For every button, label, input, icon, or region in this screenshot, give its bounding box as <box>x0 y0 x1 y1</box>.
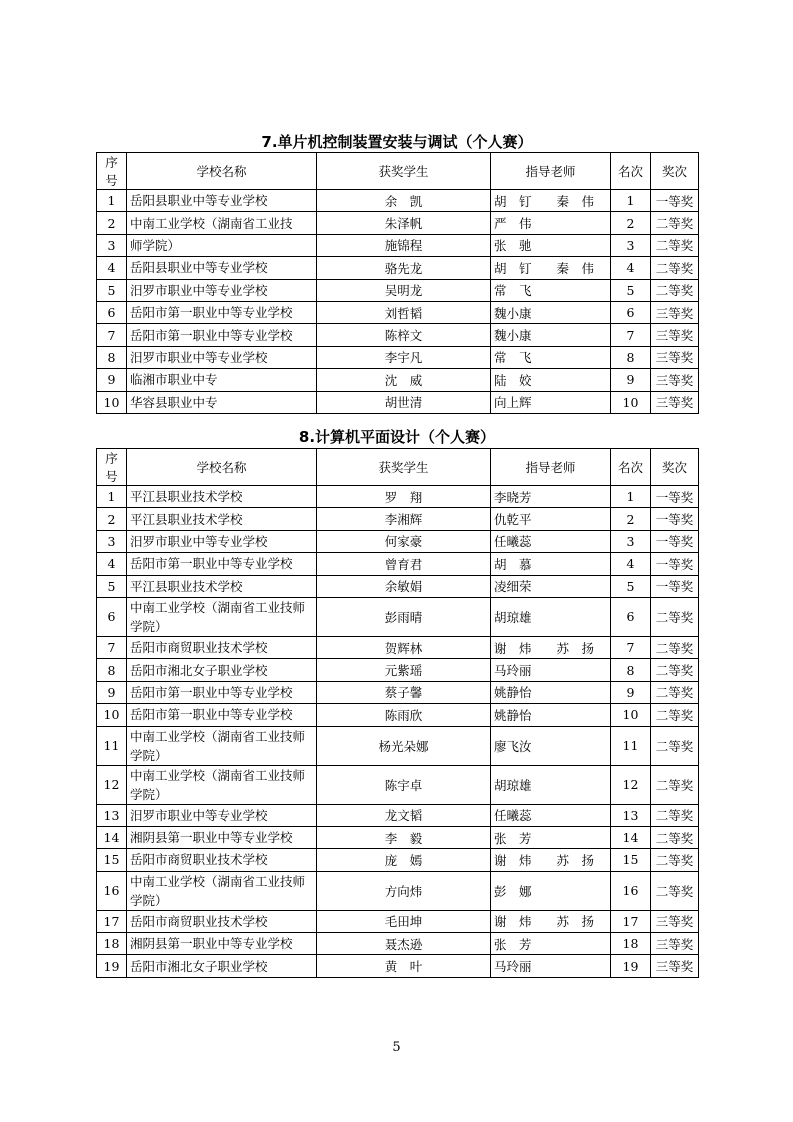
row-teacher: 胡琼雄 <box>491 765 611 804</box>
row-student: 何家豪 <box>317 530 491 552</box>
table-row <box>97 765 699 804</box>
row-rank: 5 <box>611 279 651 301</box>
row-rank: 13 <box>611 804 651 826</box>
row-no: 8 <box>97 659 127 681</box>
row-award: 一等奖 <box>651 486 699 508</box>
row-no: 13 <box>97 804 127 826</box>
row-rank: 10 <box>611 391 651 413</box>
table-row <box>97 301 699 323</box>
table-row <box>97 530 699 552</box>
row-student: 朱泽帆 <box>317 212 491 234</box>
row-student: 陈梓文 <box>317 324 491 346</box>
row-school: 平江县职业技术学校 <box>127 486 317 508</box>
table-row <box>97 391 699 413</box>
row-teacher: 李晓芳 <box>491 486 611 508</box>
row-no: 18 <box>97 933 127 955</box>
row-award: 三等奖 <box>651 301 699 323</box>
row-student: 余 凯 <box>317 190 491 212</box>
row-school: 中南工业学校（湖南省工业技师学院） <box>127 726 317 765</box>
row-no: 17 <box>97 910 127 932</box>
row-student: 胡世清 <box>317 391 491 413</box>
table-row <box>97 910 699 932</box>
row-rank: 4 <box>611 257 651 279</box>
row-student: 陈雨欣 <box>317 704 491 726</box>
row-award: 二等奖 <box>651 279 699 301</box>
row-teacher: 彭 娜 <box>491 871 611 910</box>
table-row <box>97 257 699 279</box>
header-school: 学校名称 <box>127 153 317 190</box>
row-teacher: 马玲丽 <box>491 659 611 681</box>
row-rank: 11 <box>611 726 651 765</box>
row-teacher: 姚静怡 <box>491 704 611 726</box>
award-table-8 <box>96 448 699 978</box>
row-award: 一等奖 <box>651 190 699 212</box>
row-school: 中南工业学校（湖南省工业技 <box>127 212 317 234</box>
row-award: 一等奖 <box>651 553 699 575</box>
page-number: 5 <box>392 1040 401 1055</box>
row-school: 岳阳县职业中等专业学校 <box>127 257 317 279</box>
row-award: 二等奖 <box>651 826 699 848</box>
row-student: 黄 叶 <box>317 955 491 977</box>
table-row <box>97 369 699 391</box>
header-no: 序号 <box>97 449 127 486</box>
row-no: 9 <box>97 681 127 703</box>
row-award: 二等奖 <box>651 257 699 279</box>
row-rank: 18 <box>611 933 651 955</box>
row-rank: 7 <box>611 636 651 658</box>
row-student: 曾育君 <box>317 553 491 575</box>
row-teacher: 谢 炜 苏 扬 <box>491 849 611 871</box>
row-rank: 6 <box>611 301 651 323</box>
header-student: 获奖学生 <box>317 449 491 486</box>
row-teacher: 严 伟 <box>491 212 611 234</box>
row-no: 1 <box>97 486 127 508</box>
row-rank: 10 <box>611 704 651 726</box>
row-student: 蔡子馨 <box>317 681 491 703</box>
row-school: 岳阳市商贸职业技术学校 <box>127 849 317 871</box>
award-table-7 <box>96 152 699 414</box>
row-teacher: 廖飞汝 <box>491 726 611 765</box>
row-rank: 4 <box>611 553 651 575</box>
row-award: 二等奖 <box>651 681 699 703</box>
row-school: 岳阳县职业中等专业学校 <box>127 190 317 212</box>
row-rank: 19 <box>611 955 651 977</box>
row-student: 聂杰逊 <box>317 933 491 955</box>
row-school: 岳阳市商贸职业技术学校 <box>127 636 317 658</box>
row-award: 二等奖 <box>651 597 699 636</box>
section-title-8: 8.计算机平面设计（个人赛） <box>298 428 496 446</box>
row-award: 二等奖 <box>651 871 699 910</box>
table-row <box>97 933 699 955</box>
row-no: 5 <box>97 575 127 597</box>
row-school: 汨罗市职业中等专业学校 <box>127 346 317 368</box>
row-no: 10 <box>97 391 127 413</box>
row-school: 汨罗市职业中等专业学校 <box>127 530 317 552</box>
row-teacher: 任曦蕊 <box>491 804 611 826</box>
row-teacher: 谢 炜 苏 扬 <box>491 636 611 658</box>
row-no: 15 <box>97 849 127 871</box>
table-row <box>97 324 699 346</box>
row-school: 平江县职业技术学校 <box>127 508 317 530</box>
row-school: 师学院） <box>127 234 317 256</box>
row-student: 刘哲韬 <box>317 301 491 323</box>
row-no: 14 <box>97 826 127 848</box>
row-award: 一等奖 <box>651 508 699 530</box>
table-header-row <box>97 449 699 486</box>
row-teacher: 凌细荣 <box>491 575 611 597</box>
table-row <box>97 190 699 212</box>
row-award: 一等奖 <box>651 575 699 597</box>
row-student: 元紫瑶 <box>317 659 491 681</box>
row-award: 二等奖 <box>651 849 699 871</box>
row-rank: 9 <box>611 369 651 391</box>
row-no: 9 <box>97 369 127 391</box>
row-teacher: 胡 慕 <box>491 553 611 575</box>
row-teacher: 常 飞 <box>491 346 611 368</box>
row-no: 8 <box>97 346 127 368</box>
row-teacher: 谢 炜 苏 扬 <box>491 910 611 932</box>
row-teacher: 仇乾平 <box>491 508 611 530</box>
row-award: 三等奖 <box>651 933 699 955</box>
row-award: 二等奖 <box>651 636 699 658</box>
row-award: 二等奖 <box>651 234 699 256</box>
row-student: 骆先龙 <box>317 257 491 279</box>
row-teacher: 胡琼雄 <box>491 597 611 636</box>
row-teacher: 张 驰 <box>491 234 611 256</box>
row-no: 4 <box>97 257 127 279</box>
table-row <box>97 279 699 301</box>
row-no: 10 <box>97 704 127 726</box>
row-student: 陈宇卓 <box>317 765 491 804</box>
row-school: 岳阳市商贸职业技术学校 <box>127 910 317 932</box>
table-row <box>97 575 699 597</box>
row-school: 湘阴县第一职业中等专业学校 <box>127 933 317 955</box>
row-rank: 3 <box>611 234 651 256</box>
row-school: 临湘市职业中专 <box>127 369 317 391</box>
row-award: 二等奖 <box>651 212 699 234</box>
row-rank: 15 <box>611 849 651 871</box>
row-student: 彭雨晴 <box>317 597 491 636</box>
row-rank: 3 <box>611 530 651 552</box>
row-rank: 2 <box>611 508 651 530</box>
row-school: 岳阳市第一职业中等专业学校 <box>127 553 317 575</box>
row-teacher: 张 芳 <box>491 826 611 848</box>
row-rank: 6 <box>611 597 651 636</box>
row-school: 岳阳市第一职业中等专业学校 <box>127 681 317 703</box>
row-award: 二等奖 <box>651 726 699 765</box>
header-award: 奖次 <box>651 153 699 190</box>
header-teacher: 指导老师 <box>491 449 611 486</box>
row-student: 李 毅 <box>317 826 491 848</box>
table-row <box>97 871 699 910</box>
table-row <box>97 826 699 848</box>
row-rank: 16 <box>611 871 651 910</box>
header-rank: 名次 <box>611 449 651 486</box>
table-header-row <box>97 153 699 190</box>
row-rank: 12 <box>611 765 651 804</box>
row-no: 3 <box>97 234 127 256</box>
header-student: 获奖学生 <box>317 153 491 190</box>
row-rank: 14 <box>611 826 651 848</box>
row-teacher: 魏小康 <box>491 301 611 323</box>
row-school: 湘阴县第一职业中等专业学校 <box>127 826 317 848</box>
row-student: 杨光朵娜 <box>317 726 491 765</box>
row-no: 12 <box>97 765 127 804</box>
row-award: 三等奖 <box>651 369 699 391</box>
row-rank: 2 <box>611 212 651 234</box>
row-student: 施锦程 <box>317 234 491 256</box>
row-school: 平江县职业技术学校 <box>127 575 317 597</box>
row-student: 余敏娟 <box>317 575 491 597</box>
row-school: 华容县职业中专 <box>127 391 317 413</box>
table-row <box>97 704 699 726</box>
row-student: 李湘辉 <box>317 508 491 530</box>
row-award: 一等奖 <box>651 530 699 552</box>
row-student: 罗 翔 <box>317 486 491 508</box>
header-no: 序号 <box>97 153 127 190</box>
row-teacher: 陆 姣 <box>491 369 611 391</box>
row-school: 岳阳市第一职业中等专业学校 <box>127 324 317 346</box>
table-row <box>97 659 699 681</box>
row-teacher: 任曦蕊 <box>491 530 611 552</box>
row-award: 三等奖 <box>651 910 699 932</box>
row-teacher: 常 飞 <box>491 279 611 301</box>
table-row <box>97 955 699 977</box>
table-row <box>97 849 699 871</box>
row-no: 19 <box>97 955 127 977</box>
row-teacher: 胡 钉 秦 伟 <box>491 257 611 279</box>
row-student: 沈 威 <box>317 369 491 391</box>
row-teacher: 张 芳 <box>491 933 611 955</box>
row-student: 毛田坤 <box>317 910 491 932</box>
row-rank: 7 <box>611 324 651 346</box>
table-row <box>97 636 699 658</box>
row-award: 三等奖 <box>651 391 699 413</box>
row-no: 5 <box>97 279 127 301</box>
section-title-7: 7.单片机控制装置安装与调试（个人赛） <box>261 133 533 151</box>
row-award: 二等奖 <box>651 659 699 681</box>
header-award: 奖次 <box>651 449 699 486</box>
row-school: 岳阳市湘北女子职业学校 <box>127 955 317 977</box>
row-school: 岳阳市第一职业中等专业学校 <box>127 301 317 323</box>
row-student: 李宇凡 <box>317 346 491 368</box>
table-row <box>97 726 699 765</box>
row-student: 方向炜 <box>317 871 491 910</box>
row-no: 6 <box>97 301 127 323</box>
row-teacher: 姚静怡 <box>491 681 611 703</box>
row-school: 中南工业学校（湖南省工业技师学院） <box>127 871 317 910</box>
row-award: 三等奖 <box>651 955 699 977</box>
table-row <box>97 212 699 234</box>
row-student: 贺辉林 <box>317 636 491 658</box>
header-rank: 名次 <box>611 153 651 190</box>
row-rank: 8 <box>611 659 651 681</box>
row-student: 龙文韬 <box>317 804 491 826</box>
table-row <box>97 597 699 636</box>
row-no: 16 <box>97 871 127 910</box>
row-award: 三等奖 <box>651 324 699 346</box>
row-rank: 9 <box>611 681 651 703</box>
row-student: 庞 嫣 <box>317 849 491 871</box>
row-teacher: 胡 钉 秦 伟 <box>491 190 611 212</box>
table-row <box>97 804 699 826</box>
row-no: 2 <box>97 212 127 234</box>
row-no: 4 <box>97 553 127 575</box>
row-award: 三等奖 <box>651 346 699 368</box>
row-no: 7 <box>97 636 127 658</box>
table-row <box>97 508 699 530</box>
row-school: 岳阳市湘北女子职业学校 <box>127 659 317 681</box>
row-school: 中南工业学校（湖南省工业技师学院） <box>127 765 317 804</box>
row-no: 2 <box>97 508 127 530</box>
header-teacher: 指导老师 <box>491 153 611 190</box>
row-teacher: 马玲丽 <box>491 955 611 977</box>
row-award: 二等奖 <box>651 704 699 726</box>
row-no: 3 <box>97 530 127 552</box>
row-school: 汨罗市职业中等专业学校 <box>127 279 317 301</box>
row-rank: 1 <box>611 190 651 212</box>
row-rank: 1 <box>611 486 651 508</box>
table-row <box>97 346 699 368</box>
table-row <box>97 486 699 508</box>
row-school: 岳阳市第一职业中等专业学校 <box>127 704 317 726</box>
row-school: 汨罗市职业中等专业学校 <box>127 804 317 826</box>
row-rank: 17 <box>611 910 651 932</box>
row-rank: 8 <box>611 346 651 368</box>
row-no: 7 <box>97 324 127 346</box>
row-school: 中南工业学校（湖南省工业技师学院） <box>127 597 317 636</box>
table-row <box>97 553 699 575</box>
row-award: 二等奖 <box>651 804 699 826</box>
table-row <box>97 234 699 256</box>
row-student: 吴明龙 <box>317 279 491 301</box>
header-school: 学校名称 <box>127 449 317 486</box>
row-teacher: 魏小康 <box>491 324 611 346</box>
row-no: 6 <box>97 597 127 636</box>
row-no: 1 <box>97 190 127 212</box>
row-rank: 5 <box>611 575 651 597</box>
row-no: 11 <box>97 726 127 765</box>
row-teacher: 向上辉 <box>491 391 611 413</box>
row-award: 二等奖 <box>651 765 699 804</box>
table-row <box>97 681 699 703</box>
